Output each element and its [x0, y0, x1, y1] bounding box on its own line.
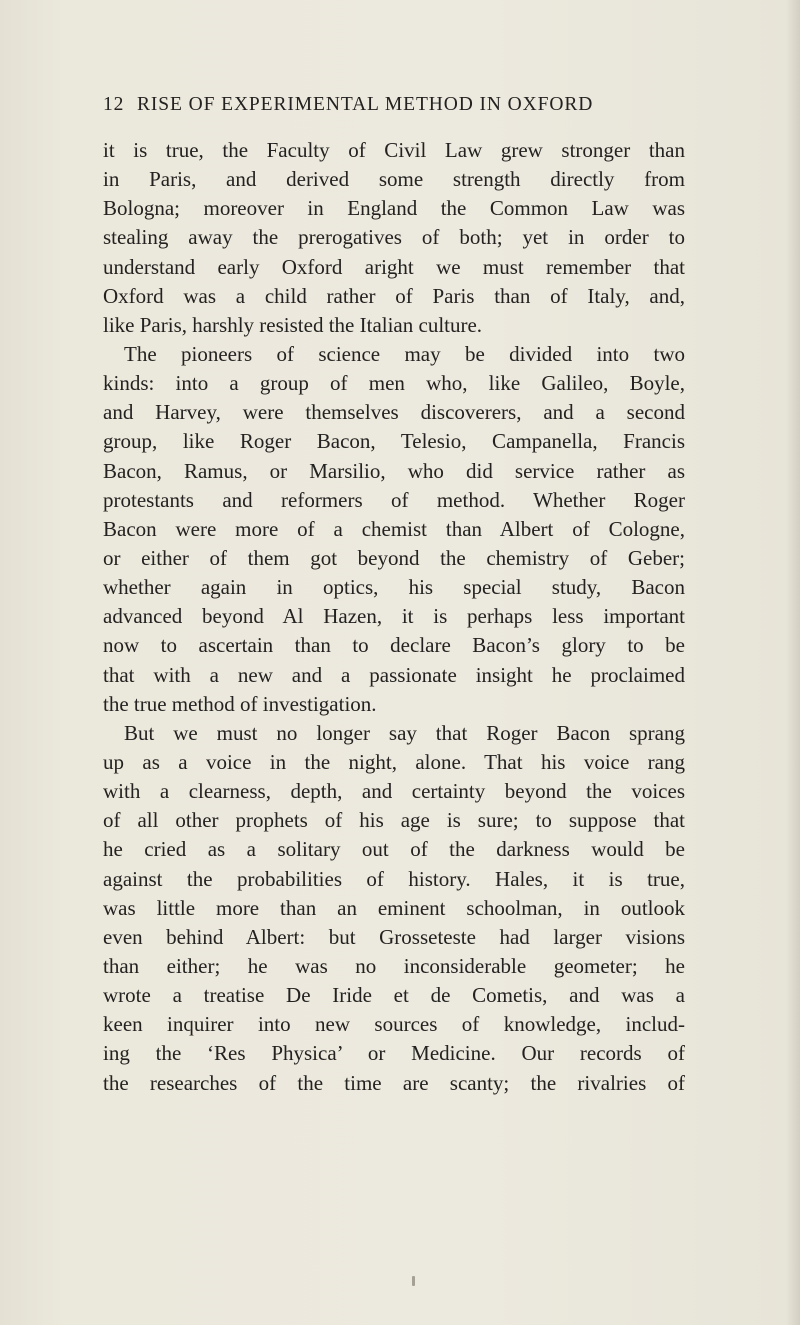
text-line: even behind Albert: but Grosseteste had larger visions	[103, 924, 685, 949]
text-line: kinds: into a group of men who, like Galileo, Boyle,	[103, 371, 685, 396]
text-line: and Harvey, were themselves discoverers, and a second	[103, 400, 685, 425]
text-line: or either of them got beyond the chemistry of Geber;	[103, 545, 685, 570]
text-line: Bacon, Ramus, or Marsilio, who did service rather as	[103, 458, 685, 483]
text-line: wrote a treatise De Iride et de Cometis, and was a	[103, 983, 685, 1008]
text-line: stealing away the prerogatives of both; yet in order to	[103, 225, 685, 250]
text-line: protestants and reformers of method. Whether Roger	[103, 487, 685, 512]
running-head	[103, 94, 703, 116]
text-line: understand early Oxford aright we must remember that	[103, 254, 685, 279]
text-line: that with a new and a passionate insight he proclaimed	[103, 662, 685, 687]
text-line: of all other prophets of his age is sure; to suppose that	[103, 808, 685, 833]
text-line: The pioneers of science may be divided into two	[124, 341, 685, 366]
text-line: against the probabilities of history. Hales, it is true,	[103, 866, 685, 891]
text-line: now to ascertain than to declare Bacon’s glory to be	[103, 633, 685, 658]
page-number: 12	[103, 94, 125, 115]
text-line: Oxford was a child rather of Paris than of Italy, and,	[103, 283, 685, 308]
text-line: in Paris, and derived some strength directly from	[103, 167, 685, 192]
text-line: the true method of investigation.	[103, 691, 377, 716]
page-edge-shadow	[786, 0, 800, 1325]
running-title: RISE OF EXPERIMENTAL METHOD IN OXFORD	[137, 94, 594, 115]
text-line: was little more than an eminent schoolman, in outlook	[103, 895, 685, 920]
text-line: whether again in optics, his special study, Bacon	[103, 575, 685, 600]
text-line: ing the ‘Res Physica’ or Medicine. Our records of	[103, 1041, 685, 1066]
text-line: he cried as a solitary out of the darkness would be	[103, 837, 685, 862]
printer-mark	[412, 1276, 415, 1286]
text-line: with a clearness, depth, and certainty beyond the voices	[103, 779, 685, 804]
text-line: it is true, the Faculty of Civil Law grew stronger than	[103, 138, 685, 162]
text-line: Bacon were more of a chemist than Albert of Cologne,	[103, 516, 685, 541]
text-line: keen inquirer into new sources of knowledge, includ-	[103, 1012, 685, 1037]
body-text	[103, 136, 685, 1098]
text-line: like Paris, harshly resisted the Italian culture.	[103, 312, 483, 337]
text-line: But we must no longer say that Roger Bacon sprang	[124, 720, 685, 745]
text-line: than either; he was no inconsiderable geometer; he	[103, 953, 685, 978]
text-line: up as a voice in the night, alone. That his voice rang	[103, 749, 685, 774]
text-line: the researches of the time are scanty; the rivalries of	[103, 1070, 685, 1095]
text-line: advanced beyond Al Hazen, it is perhaps less important	[103, 604, 685, 629]
text-line: group, like Roger Bacon, Telesio, Campanella, Francis	[103, 429, 685, 454]
text-line: Bologna; moreover in England the Common Law was	[103, 196, 685, 221]
